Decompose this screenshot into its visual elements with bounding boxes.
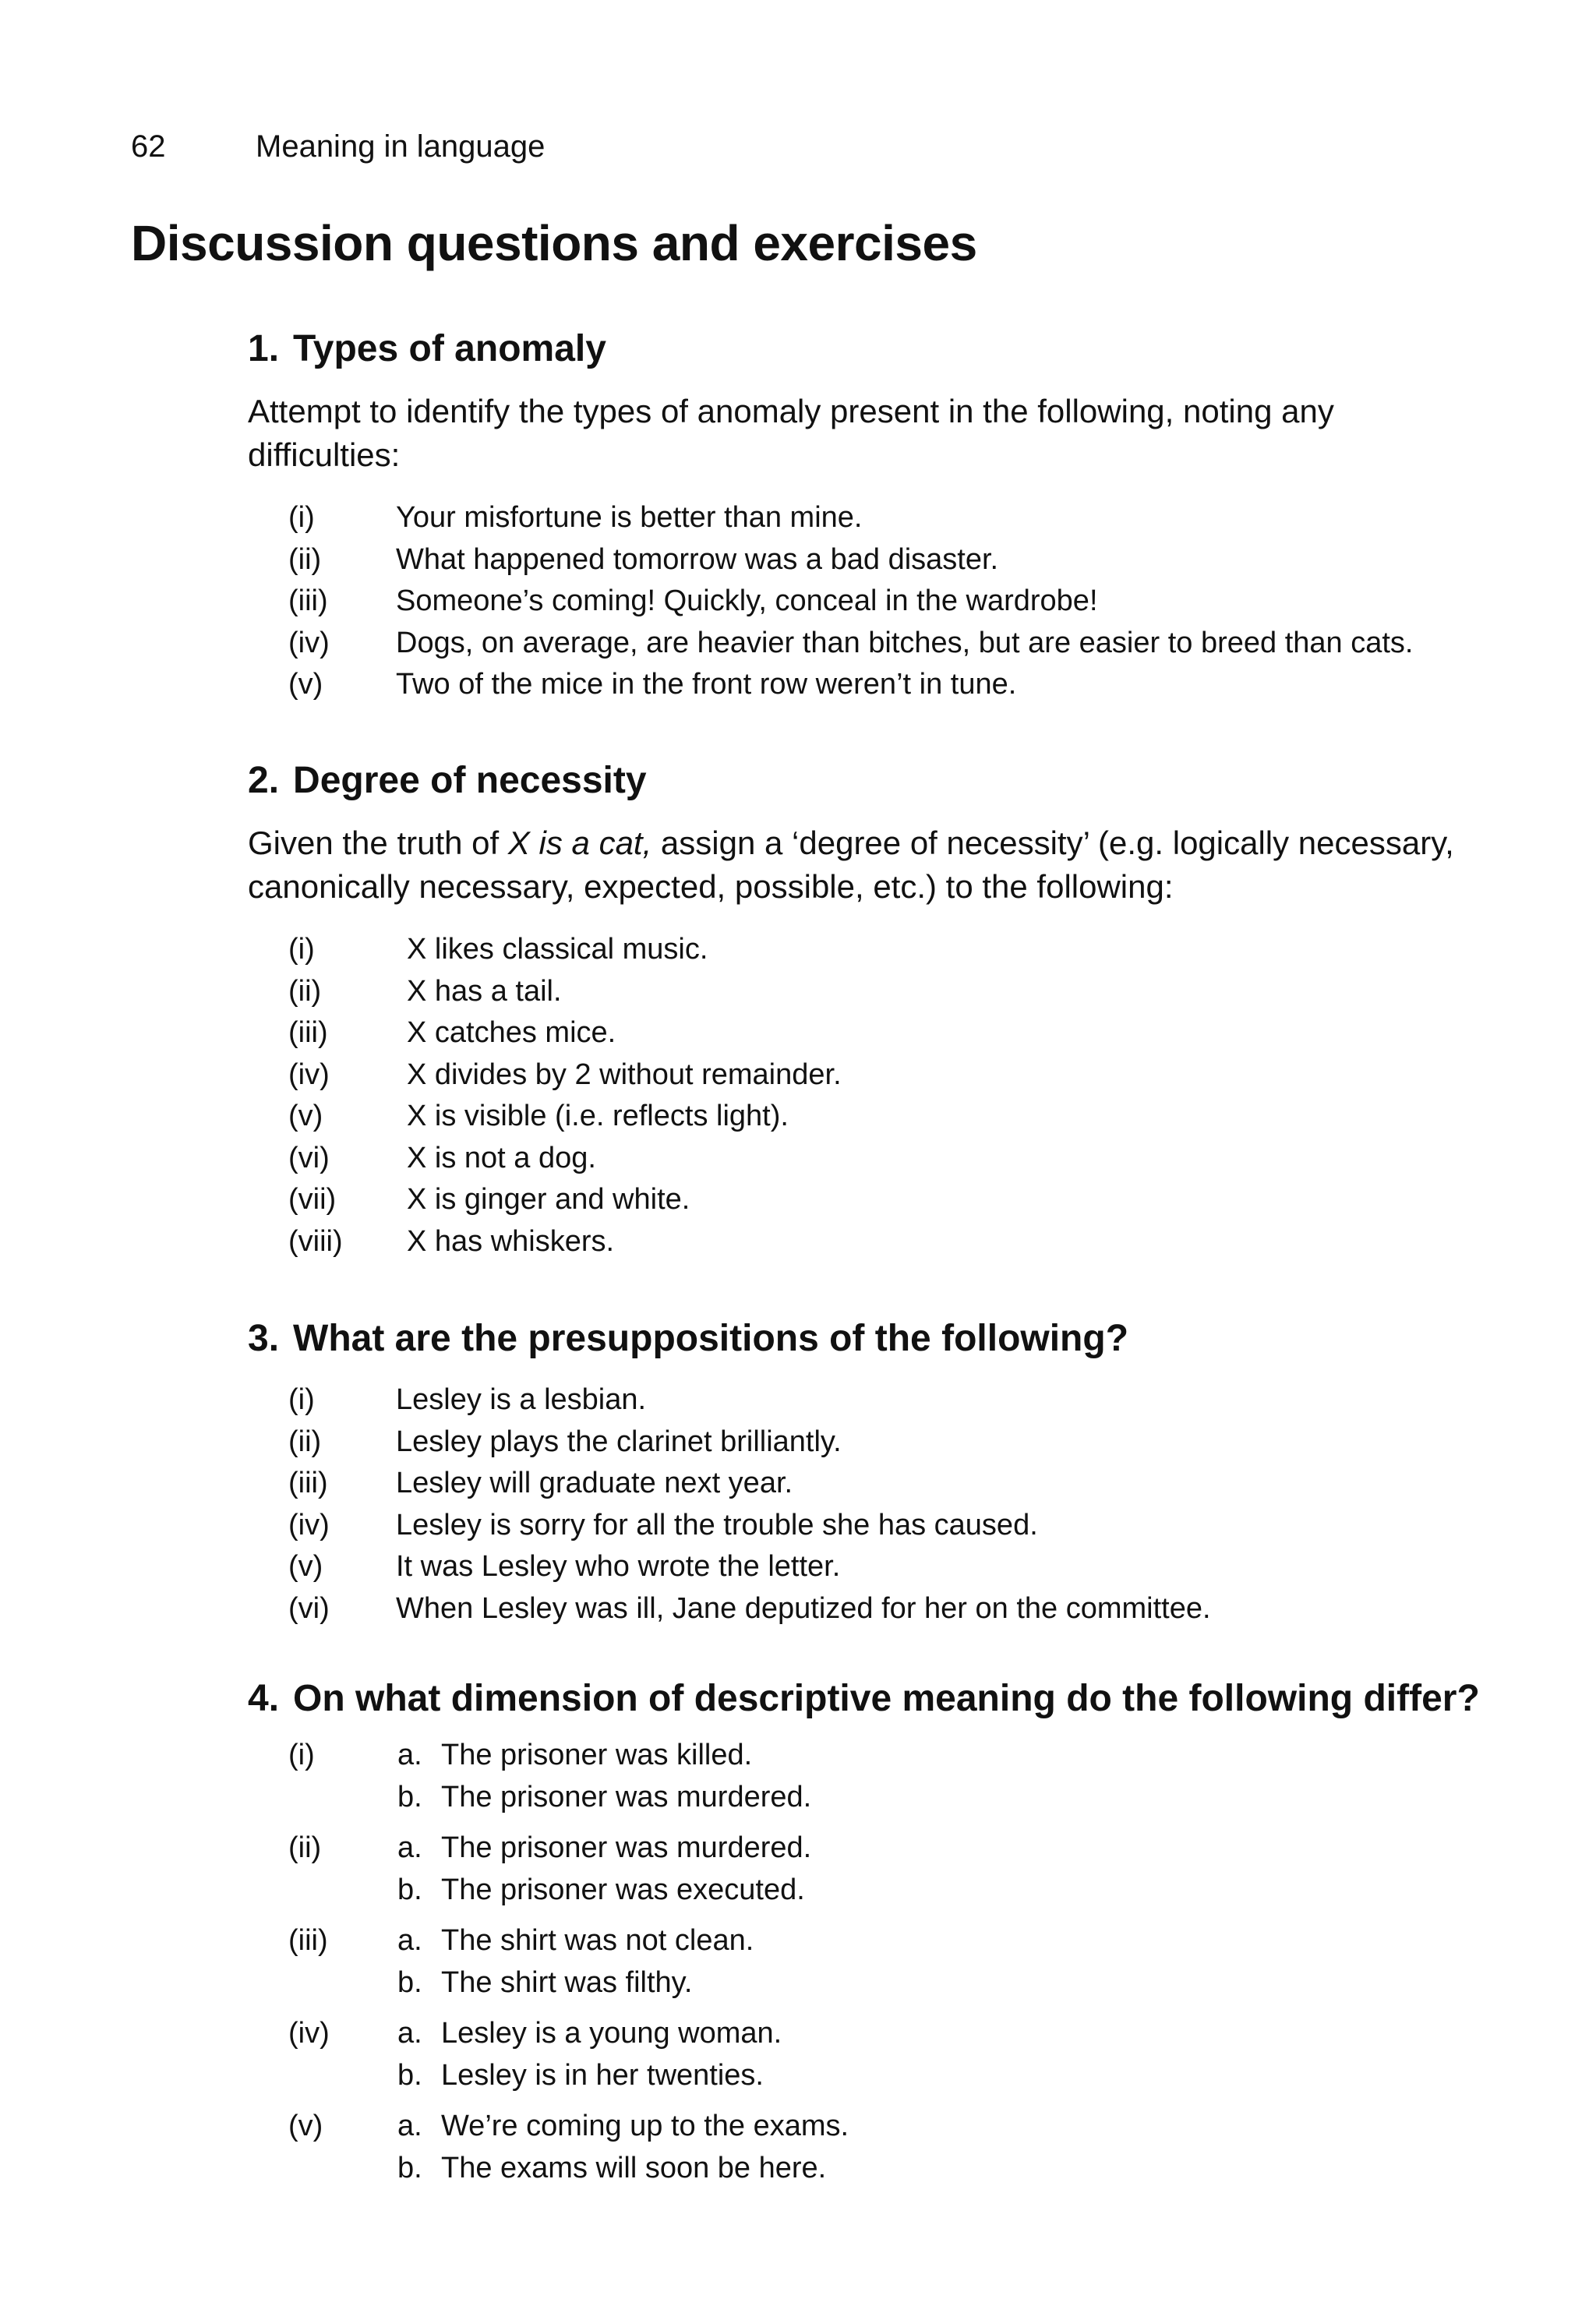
- list-item: [248, 1179, 1479, 1221]
- sentence-a: The shirt was not clean.: [441, 1924, 754, 1957]
- item-numeral: (iii): [288, 1016, 328, 1049]
- section-title: [248, 756, 1479, 806]
- pair-label: a.: [397, 1924, 422, 1957]
- item-text: X divides by 2 without remainder.: [407, 1058, 842, 1091]
- section-title: [248, 1674, 1479, 1724]
- section-title: [248, 1314, 1479, 1364]
- section-intro: [248, 821, 1479, 909]
- sentence-pair: [397, 2106, 849, 2189]
- item-numeral: (i): [288, 1739, 315, 1771]
- item-numeral: (ii): [288, 1831, 322, 1864]
- sentence-pair: [397, 1920, 754, 2004]
- intro-text: assign a ‘degree of necessity’ (e.g. logically necessary, canonically necessary, expected, possible, etc.) to the following:: [248, 825, 1454, 905]
- list-item: [248, 929, 1479, 971]
- list-item: [248, 1505, 1479, 1547]
- section-1: [248, 324, 1479, 706]
- item-numeral: (iii): [288, 1924, 328, 1957]
- item-list: [248, 1735, 1479, 2189]
- sentence-b: The shirt was filthy.: [441, 1965, 693, 1999]
- item-text: Lesley is sorry for all the trouble she has caused.: [396, 1508, 1038, 1541]
- pair-label: b.: [397, 1965, 422, 1999]
- section-number: 4.: [248, 1678, 280, 1719]
- item-numeral: (iii): [288, 584, 328, 617]
- sentence-b: The exams will soon be here.: [441, 2151, 827, 2184]
- item-text: X catches mice.: [407, 1016, 616, 1049]
- running-head-title: Meaning in language: [256, 129, 546, 164]
- list-item: [248, 1828, 1479, 1911]
- section-2: [248, 756, 1479, 1263]
- item-text: What happened tomorrow was a bad disaster.: [396, 542, 999, 576]
- item-text: X likes classical music.: [407, 933, 708, 966]
- item-numeral: (vi): [288, 1141, 330, 1174]
- sentence-b: Lesley is in her twenties.: [441, 2058, 764, 2092]
- item-text: Two of the mice in the front row weren’t in tune.: [396, 668, 1017, 701]
- list-item: [248, 1012, 1479, 1054]
- item-numeral: (i): [288, 933, 315, 966]
- section-title-text: Degree of necessity: [293, 760, 647, 801]
- list-item: [248, 1421, 1479, 1464]
- section-3: [248, 1314, 1479, 1630]
- item-text: When Lesley was ill, Jane deputized for her on the committee.: [396, 1591, 1211, 1625]
- item-numeral: (iv): [288, 1058, 330, 1091]
- list-item: [248, 2013, 1479, 2096]
- item-text: X is ginger and white.: [407, 1183, 690, 1216]
- section-4: [248, 1674, 1479, 2198]
- pair-label: a.: [397, 2110, 422, 2142]
- item-text: X has a tail.: [407, 974, 562, 1008]
- list-item: [248, 664, 1479, 706]
- pair-label: a.: [397, 1831, 422, 1864]
- section-intro: Attempt to identify the types of anomaly present in the following, noting any difficulties:: [248, 393, 1334, 473]
- pair-label: a.: [397, 1739, 422, 1771]
- section-number: 2.: [248, 760, 280, 801]
- pair-label: b.: [397, 2058, 422, 2092]
- list-item: [248, 1096, 1479, 1138]
- section-title-text: What are the presuppositions of the following?: [293, 1318, 1129, 1359]
- item-numeral: (iii): [288, 1467, 328, 1499]
- page-number: 62: [131, 129, 166, 164]
- item-numeral: (v): [288, 1550, 323, 1583]
- list-item: [248, 1054, 1479, 1097]
- running-head: [131, 125, 545, 168]
- list-item: [248, 971, 1479, 1013]
- item-numeral: (iv): [288, 2017, 330, 2050]
- list-item: [248, 1920, 1479, 2004]
- pair-label: b.: [397, 2151, 422, 2184]
- sentence-b: The prisoner was executed.: [441, 1873, 805, 1906]
- list-item: [248, 1221, 1479, 1263]
- item-text: Lesley will graduate next year.: [396, 1467, 793, 1499]
- item-list: [248, 929, 1479, 1263]
- sentence-pair: [397, 1735, 811, 1818]
- sentence-b: The prisoner was murdered.: [441, 1780, 812, 1813]
- sentence-pair: [397, 1828, 811, 1911]
- item-numeral: (v): [288, 2110, 323, 2142]
- section-title-text: Types of anomaly: [293, 328, 606, 369]
- item-text: Lesley is a lesbian.: [396, 1383, 647, 1416]
- item-text: X has whiskers.: [407, 1224, 615, 1258]
- sentence-a: The prisoner was murdered.: [441, 1831, 812, 1864]
- pair-label: b.: [397, 1780, 422, 1813]
- list-item: [248, 1138, 1479, 1180]
- item-numeral: (v): [288, 668, 323, 701]
- item-numeral: (ii): [288, 974, 322, 1008]
- pair-label: a.: [397, 2017, 422, 2050]
- item-text: X is visible (i.e. reflects light).: [407, 1100, 789, 1132]
- item-numeral: (ii): [288, 542, 322, 576]
- item-list: [248, 1379, 1479, 1630]
- item-numeral: (viii): [288, 1224, 343, 1258]
- intro-italic: X is a cat,: [507, 825, 652, 861]
- item-text: Someone’s coming! Quickly, conceal in the wardrobe!: [396, 584, 1098, 617]
- item-text: Lesley plays the clarinet brilliantly.: [396, 1425, 842, 1458]
- item-numeral: (iv): [288, 1508, 330, 1541]
- list-item: [248, 1588, 1479, 1630]
- page-heading: Discussion questions and exercises: [131, 215, 977, 271]
- list-item: [248, 539, 1479, 581]
- list-item: [248, 1463, 1479, 1505]
- item-text: It was Lesley who wrote the letter.: [396, 1550, 841, 1583]
- section-title: [248, 324, 1479, 374]
- sentence-a: We’re coming up to the exams.: [441, 2110, 849, 2142]
- sentence-a: Lesley is a young woman.: [441, 2017, 782, 2050]
- list-item: [248, 1735, 1479, 1818]
- pair-label: b.: [397, 1873, 422, 1906]
- section-number: 3.: [248, 1318, 280, 1359]
- item-numeral: (vi): [288, 1591, 330, 1625]
- item-list: [248, 497, 1479, 706]
- item-numeral: (v): [288, 1100, 323, 1132]
- list-item: [248, 1379, 1479, 1421]
- list-item: [248, 623, 1479, 665]
- sentence-a: The prisoner was killed.: [441, 1739, 753, 1771]
- sentence-pair: [397, 2013, 782, 2096]
- item-numeral: (ii): [288, 1425, 322, 1458]
- list-item: [248, 497, 1479, 539]
- list-item: [248, 581, 1479, 623]
- item-text: Dogs, on average, are heavier than bitches, but are easier to breed than cats.: [396, 626, 1414, 659]
- item-numeral: (i): [288, 501, 315, 534]
- intro-text: Given the truth of: [248, 825, 508, 861]
- item-numeral: (iv): [288, 626, 330, 659]
- item-text: X is not a dog.: [407, 1141, 596, 1174]
- section-title-text: On what dimension of descriptive meaning do the following differ?: [293, 1678, 1480, 1719]
- list-item: [248, 2106, 1479, 2189]
- list-item: [248, 1546, 1479, 1588]
- item-text: Your misfortune is better than mine.: [396, 501, 863, 534]
- item-numeral: (vii): [288, 1183, 337, 1216]
- section-number: 1.: [248, 328, 280, 369]
- item-numeral: (i): [288, 1383, 315, 1416]
